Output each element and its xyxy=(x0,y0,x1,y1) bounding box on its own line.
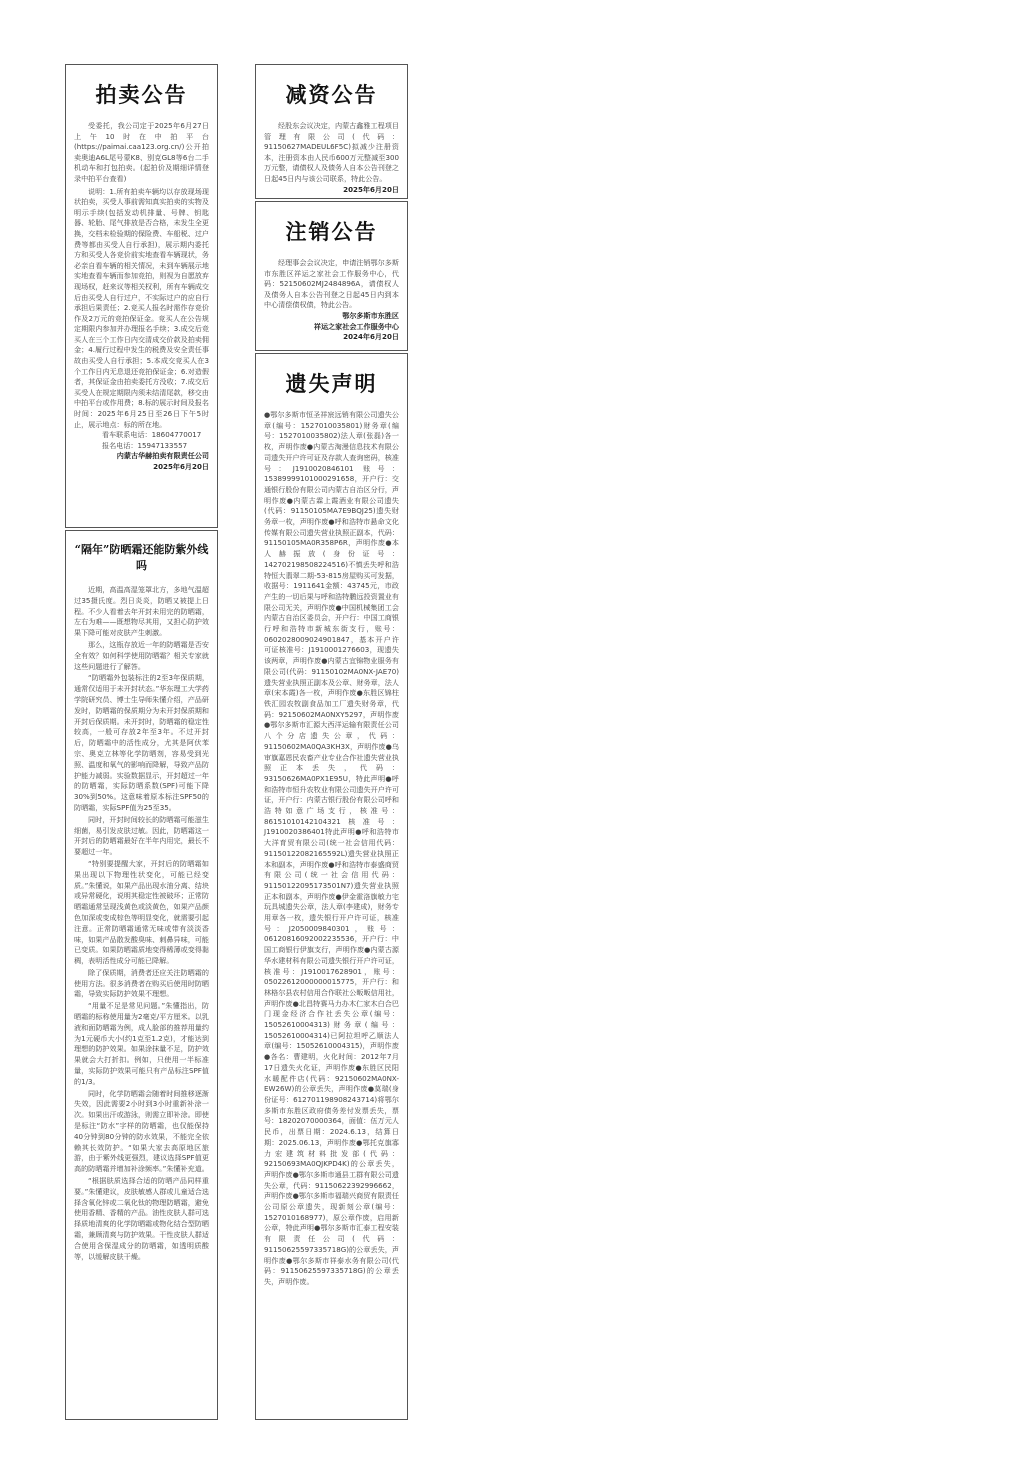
auction-contact-register: 报名电话：15947133557 xyxy=(102,440,188,450)
article-paragraph: 除了保质期，消费者还应关注防晒霜的使用方法。很多消费者在购买后使用时防晒霜，导致实际防护效果不理想。 xyxy=(74,967,209,999)
article-paragraph: 那么，这瓶存放近一年的防晒霜是否安全有效？如何科学使用防晒霜？相关专家就这些问题进行了解答。 xyxy=(74,639,209,671)
auction-notes: 说明：1.所有拍卖车辆均以存放现场现状拍卖，买受人事前需知真实拍卖的实物及明示手续(包括发动机排量、号牌、钥匙器、轮胎、尾气排放是否合格，未发生全更换，交档未检验期的保险费、车船税、过户费等都由买受人自行承担)，展示期内委托方和买受人各竞价前实地查看车辆现状，务必亲自看车辆的相关情况，未到车辆展示地实地查看车辆而参加竞拍，则视为自愿放弃现场权，赶来议等相关权利，所有车辆成交后由买受人自行过户，不实际过户的应自行承担后果责任；2.竞买人报名时需作存竞价作及2万元的竞拍保证金。竞买人在公告规定期限内参加并办理报名手续；3.成交后竞买人在三个工作日内交清成交价款及拍卖佣金；4.履行过程中发生的税费及安全责任事故由买受人自行承担；5.本成交竞买人在3个工作日内无息退还竞拍保证金；6.对造假者，其保证金由拍卖委托方没收；7.成交后买受人在规定期限内须未结清尾款，移交由中拍平台或作用费；8.标的展示时间及报名时间：2025年6月25日至26日下午5时止，展示地点：标的所在地。 xyxy=(74,186,209,429)
auction-date: 2025年6月20日 xyxy=(153,462,209,471)
capital-reduction-notice xyxy=(255,64,408,199)
article-paragraph: “根据肤质选择合适的防晒产品同样重要。”朱懂建议，皮肤敏感人群或儿童适合选择含氧化锌或二氧化钛的物理防晒霜，避免使用香精、香精的产品。油性皮肤人群可选择质地清爽的化学防晒霜或物化结合型防晒霜，兼顾清爽与防护效果。干性皮肤人群适合使用含保湿成分的防晒霜，如透明质酸等，以缓解皮肤干燥。 xyxy=(74,1176,209,1261)
lost-notice xyxy=(255,353,408,1420)
auction-intro: 受委托，我公司定于2025年6月27日上午10时在中拍平台(https://paimai.caa123.org.cn/)公开拍卖奥迪A6L尾号蒙K8、别克GL8等6台二手机动车和打包拍卖。(起拍价及期细详情登录中拍平台查看) xyxy=(74,121,209,183)
auction-notice xyxy=(65,64,218,528)
capital-title: 减资公告 xyxy=(285,82,378,107)
lost-title: 遗失声明 xyxy=(285,371,378,396)
article-paragraph: 近期，高温高湿笼罩北方，多地气温超过35摄氏度。烈日炎炎，防晒又被提上日程。不少人看着去年开封未用完的防晒霜，左右为难——既想物尽其用，又担心防护效果下降可能对皮肤产生刺激。 xyxy=(74,585,209,638)
auction-contact-viewing: 看车联系电话：18604770017 xyxy=(102,430,202,440)
article-paragraph: “防晒霜外包装标注的2至3年保质期，通常仅适用于未开封状态。”华东理工大学药学院研究员、博士生导师朱懂介绍，产品研发时，防晒霜的保质期分为未开封保质期和开封后保质期。未开封时，防晒霜的稳定性较高，一般可存放2年至3年。不过开封后，防晒霜中的活性成分，尤其是阿伏苯宗、奥克立林等化学防晒剂，容易受到光照、温度和氧气的影响而降解，导致产品防护能力减弱。实验数据显示，开封超过一年的防晒霜，实际防晒系数(SPF)可能下降30%到50%。这意味着原本标注SPF50的防晒霜，实际SPF值为25至35。 xyxy=(74,673,209,812)
article-box xyxy=(65,530,218,1420)
capital-date: 2025年6月20日 xyxy=(343,184,399,194)
article-paragraph: 同时，开封时间较长的防晒霜可能滋生细菌，易引发皮肤过敏。因此，防晒霜这一开封后的防晒霜最好在半年内用完，最长不要超过一年。 xyxy=(74,814,209,857)
cancel-title: 注销公告 xyxy=(285,219,378,244)
article-paragraph: “用量不足是常见问题。”朱懂指出，防晒霜的标称使用量为2毫克/平方厘米。以乳液和面防晒霜为例，成人脸部的推荐用量约为1元硬币大小(约1克至1.2克)，才能达到理想的防护效果。如果涂抹量不足，防护效果就会大打折扣。例如，只使用一半标准量，实际防护效果可能只有产品标注SPF值的1/3。 xyxy=(74,1001,209,1086)
lost-body: ●鄂尔多斯市恒圣祥宸远销有限公司遗失公章(编号：1527010035801)财务章(编号：1527010035802)法人章(张磊)各一枚，声明作废●内蒙古淘漫信息技术有限公司遗失开户许可证及存款人查询密码，核准号：J1910020846101 账号：15389999101000291658，开户行：交通银行股份有限公司内蒙古自治区分行，声明作废●内蒙古霖上霞酒业有限公司遗失(代码：91150105MA7E9BQJ25)遗失财务章一枚，声明作废●呼和浩特市悬命文化传媒有限公司遗失营业执照正副本，代码：91150105MA0R358P6R，声明作废●本人赫振放(身份证号：142702198508224516)不慎丢失呼和浩特恒大翡翠二期-53-815房屋购买可发据，收据号：1911641金额：43745元，市政产生的一切后果与呼和浩特鹏远投资置业有限公司无关，声明作废●中国机械集团工会内蒙古自治区委员会，开户行：中国工商银行呼和浩特市新城东街支行，账号：0602028009024901847，基本开户许可证核准号：J1910001276603，现遗失该两章，声明作废●内蒙古宜锦物业服务有限公司(代码：91150102MA0NX-JAE70)遗失营业执照正副本及公章、财务章，法人章(宋本霞)各一枚，声明作废●东胜区锦柱铁汇园农牧副食品加工厂遗失财务章，代码：92150602MA0NXY5297，声明作废●鄂尔多斯市汇源大西洋运输有限责任公司八个分店遗失公章，代码：91150602MA0QA3KH3X，声明作废●乌审旗嘉恩民农畜产业专业合作社遗失营业执照正本丢失，代码：93150626MA0PX1E95U，特此声明●呼和浩特市恒升农牧业有限公司遗失开户许可证，开户行：内蒙古银行股份有限公司呼和浩特如意广场支行，核准号：86151010142104321核准号：J1910020386401特此声明●呼和浩特市大洋育贸有限公司(统一社会信用代码：91150122082165592L)遗失营业执照正本和副本，声明作废●呼和浩特市泰盛商贸有限公司(统一社会信用代码：91150122095173501N7)遗失营业执照正本和副本，声明作废●伊金霍洛旗敏力宅玩具城遗失公章，法人章(李建成)，财务专用章各一枚，遗失银行开户许可证，核准号：J2050009840301，账号：06120816092002235536，开户行：中国工商银行伊旗支行，声明作废●内蒙古源华水建材科有限公司遗失银行开户许可证，核准号：J1910017628901，账号：05022612000000015775，开户行：和林格尔县农村信用合作联社公畈畈信用社，声明作废●北昌特赛马力办木仁家木白合巴门现金经济合作社丢失公章(编号：15052610004313)财务章(编号：15052610004314)已阿拉坦呼乙顺法人章(编号：15052610004315)，声明作废●各名：曹建明，火化时间：2012年7月17日遗失火化证，声明作废●东胜区民阳水暖配件店(代码：92150602MA0NX-EW26W)的公章丢失，声明作废●莫瑞(身份证号：612701198908243714)将鄂尔多斯市东胜区政府债务差付发票丢失，票号：18202070000364，面值：伍万元人民币，出票日期：2024.6.13，结算日期：2025.06.13，声明作废●鄂托克旗寡力宏建筑材料批发部(代码：92150693MA0QJKPD4K)的公章丢失，声明作废●鄂尔多斯市通县工群有限公司遗失公章，代码：91150622392996662，声明作废●鄂尔多斯市福瑞兴商贸有限责任公司原公章遗失，现新刻公章(编号：1527010168977)，原公章作废，启用新公章，特此声明●鄂尔多斯市汇泰工程安装有限责任公司(代码：91150625597335718G)的公章丢失，声明作废●鄂尔多斯市祥泰水务有限公司(代码：91150625597335718G)的公章丢失，声明作废。 xyxy=(264,410,399,1286)
article-paragraph: “特别要提醒大家，开封后的防晒霜如果出现以下物理性状变化，可能已经变质。”朱懂说，如果产品出现水油分离、结块或异常硬化，说明其稳定性被破坏；正常防晒霜通常呈现浅黄色或淡黄色，如果产品颜色加深或变成棕色等明显变化，就需要引起注意。正常防晒霜通常无味或带有淡淡香味，如果产品散发酸臭味、刺鼻异味，可能已变质。如果防晒霜质地变得稀薄或变得黏稠，表明活性成分可能已降解。 xyxy=(74,858,209,966)
cancel-org-line1: 鄂尔多斯市东胜区 xyxy=(342,310,399,320)
deregistration-notice xyxy=(255,201,408,351)
auction-title: 拍卖公告 xyxy=(95,82,188,107)
article-paragraph: 同时，化学防晒霜会随着时间推移逐渐失效，因此需要2小时到3小时重新补涂一次。如果出汗或游泳，则需立即补涂。即使是标注“防水”字样的防晒霜，也仅能保持40分钟到80分钟的防水效果，不能完全依赖其长效防护。“如果大家去高原地区旅游，由于紫外线更强烈，建议选择SPF值更高的防晒霜并增加补涂频率。”朱懂补充道。 xyxy=(74,1088,209,1174)
cancel-org-line2: 祥运之家社会工作服务中心 xyxy=(313,321,399,331)
capital-body: 经股东会议决定，内蒙古鑫雅工程项目管理有限公司(代码：91150627MADEUL6F5C)拟减少注册资本，注册资本由人民币600万元整减至300万元整，请债权人及债务人自本公告刊登之日起45日内与该公司联系，特此公告。 xyxy=(264,121,399,183)
cancel-date: 2024年6月20日 xyxy=(343,332,399,342)
cancel-body: 经理事会会议决定，申请注销鄂尔多斯市东胜区祥运之家社会工作服务中心，代码：52150602MJ2484896A，请债权人及债务人自本公告刊登之日起45日内到本中心清偿债权债，特此公告。 xyxy=(264,258,399,310)
auction-company: 内蒙古华赫拍卖有限责任公司 xyxy=(116,451,209,461)
article-title: “隔年”防晒霜还能防紫外线吗 xyxy=(74,543,209,572)
